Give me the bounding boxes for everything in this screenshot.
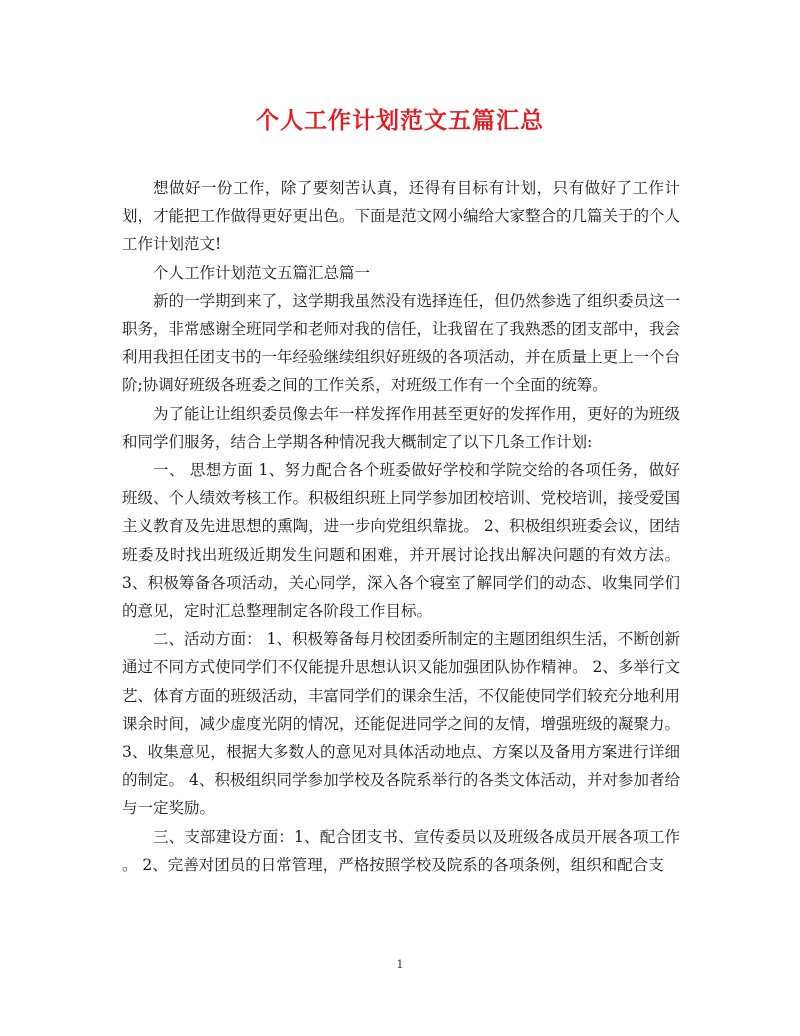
paragraph-body: 二、活动方面： 1、积极筹备每月校团委所制定的主题团组织生活，不断创新通过不同方式使同学们不仅能提升思想认识又能加强团队协作精神。 2、多举行文艺、体育方面的班级活动，丰富同学们的课余生活，不仅能使同学们较充分地利用课余时间，减少虚度光阴的情况，还能促进同学之间的友情，增强班级的凝聚力。 3、收集意见，根据大多数人的意见对具体活动地点、方案以及备用方案进行详细的制定。 4、积极组织同学参加学校及各院系举行的各类文体活动，并对参加者给与一定奖励。 (122, 630, 681, 818)
paragraph-body: 新的一学期到来了，这学期我虽然没有选择连任，但仍然参选了组织委员这一职务，非常感谢全班同学和老师对我的信任，让我留在了我熟悉的团支部中，我会利用我担任团支书的一年经验继续组织好班级的各项活动，并在质量上更上一个台阶;协调好班级各班委之间的工作关系，对班级工作有一个全面的统筹。 (122, 291, 681, 395)
paragraph-body: 一、 思想方面 1、努力配合各个班委做好学校和学院交给的各项任务，做好班级、个人绩效考核工作。积极组织班上同学参加团校培训、党校培训，接受爱国主义教育及先进思想的熏陶，进一步向党组织靠拢。 2、积极组织班委会议，团结班委及时找出班级近期发生问题和困难，并开展讨论找出解决问题的有效方法。 3、积极筹备各项活动，关心同学，深入各个寝室了解同学们的动态、收集同学们的意见，定时汇总整理制定各阶段工作目标。 (122, 461, 681, 621)
document-body (122, 174, 680, 879)
document-title: 个人工作计划范文五篇汇总 (256, 107, 544, 134)
paragraph-body: 三、支部建设方面：1、配合团支书、宣传委员以及班级各成员开展各项工作 。 2、完善对团员的日常管理，严格按照学校及院系的各项条例，组织和配合支 (122, 827, 680, 874)
paragraph-intro: 想做好一份工作，除了要刻苦认真，还得有目标有计划，只有做好了工作计划，才能把工作做得更好更出色。下面是范文网小编给大家整合的几篇关于的个人工作计划范文! (122, 179, 681, 254)
page-number: 1 (396, 958, 404, 971)
paragraph-body: 为了能让让组织委员像去年一样发挥作用甚至更好的发挥作用，更好的为班级和同学们服务，结合上学期各种情况我大概制定了以下几条工作计划: (122, 404, 681, 451)
paragraph-section-heading: 个人工作计划范文五篇汇总篇一 (153, 263, 371, 282)
